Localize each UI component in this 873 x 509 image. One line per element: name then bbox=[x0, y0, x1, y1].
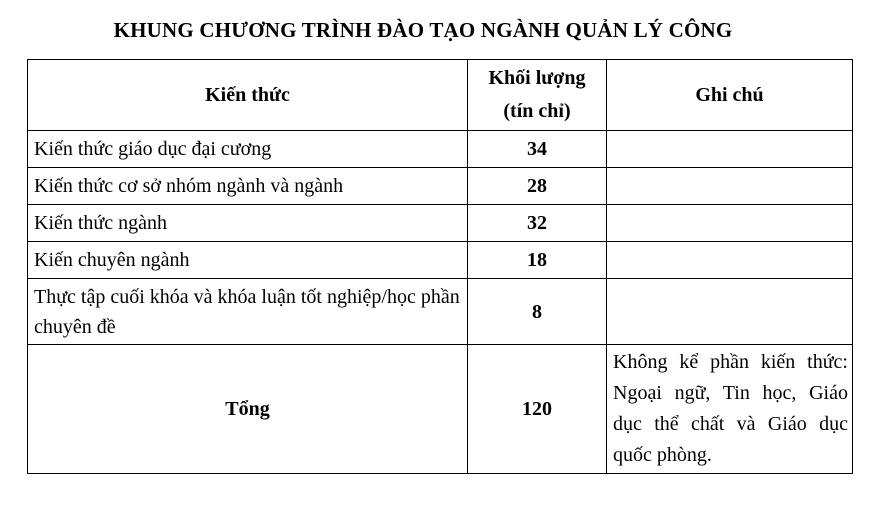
table-row bbox=[28, 242, 853, 279]
curriculum-table bbox=[27, 59, 853, 474]
row-note bbox=[607, 279, 853, 345]
total-note: Không kể phần kiến thức: Ngoại ngữ, Tin học, Giáo dục thể chất và Giáo dục quốc phòng. bbox=[607, 345, 853, 474]
row-credits: 28 bbox=[468, 168, 607, 205]
row-credits: 8 bbox=[468, 279, 607, 345]
row-knowledge: Thực tập cuối khóa và khóa luận tốt nghiệp/học phần chuyên đề bbox=[28, 279, 468, 345]
row-note bbox=[607, 205, 853, 242]
row-note bbox=[607, 131, 853, 168]
document-title: KHUNG CHƯƠNG TRÌNH ĐÀO TẠO NGÀNH QUẢN LÝ CÔNG bbox=[113, 18, 733, 42]
row-note bbox=[607, 168, 853, 205]
row-note bbox=[607, 242, 853, 279]
row-knowledge: Kiến thức ngành bbox=[28, 205, 468, 242]
table-row bbox=[28, 205, 853, 242]
table-row bbox=[28, 131, 853, 168]
header-credits bbox=[468, 60, 607, 131]
total-credits: 120 bbox=[468, 345, 607, 474]
table-row bbox=[28, 279, 853, 345]
table-row bbox=[28, 168, 853, 205]
total-row bbox=[28, 345, 853, 474]
header-credits-line2: (tín chỉ) bbox=[503, 100, 571, 122]
total-label: Tổng bbox=[28, 345, 468, 474]
table-header-row bbox=[28, 60, 853, 131]
header-knowledge: Kiến thức bbox=[28, 60, 468, 131]
row-credits: 32 bbox=[468, 205, 607, 242]
header-credits-line1: Khối lượng bbox=[488, 67, 586, 89]
row-knowledge: Kiến chuyên ngành bbox=[28, 242, 468, 279]
row-knowledge: Kiến thức cơ sở nhóm ngành và ngành bbox=[28, 168, 468, 205]
header-notes: Ghi chú bbox=[607, 60, 853, 131]
row-knowledge: Kiến thức giáo dục đại cương bbox=[28, 131, 468, 168]
row-credits: 18 bbox=[468, 242, 607, 279]
row-credits: 34 bbox=[468, 131, 607, 168]
